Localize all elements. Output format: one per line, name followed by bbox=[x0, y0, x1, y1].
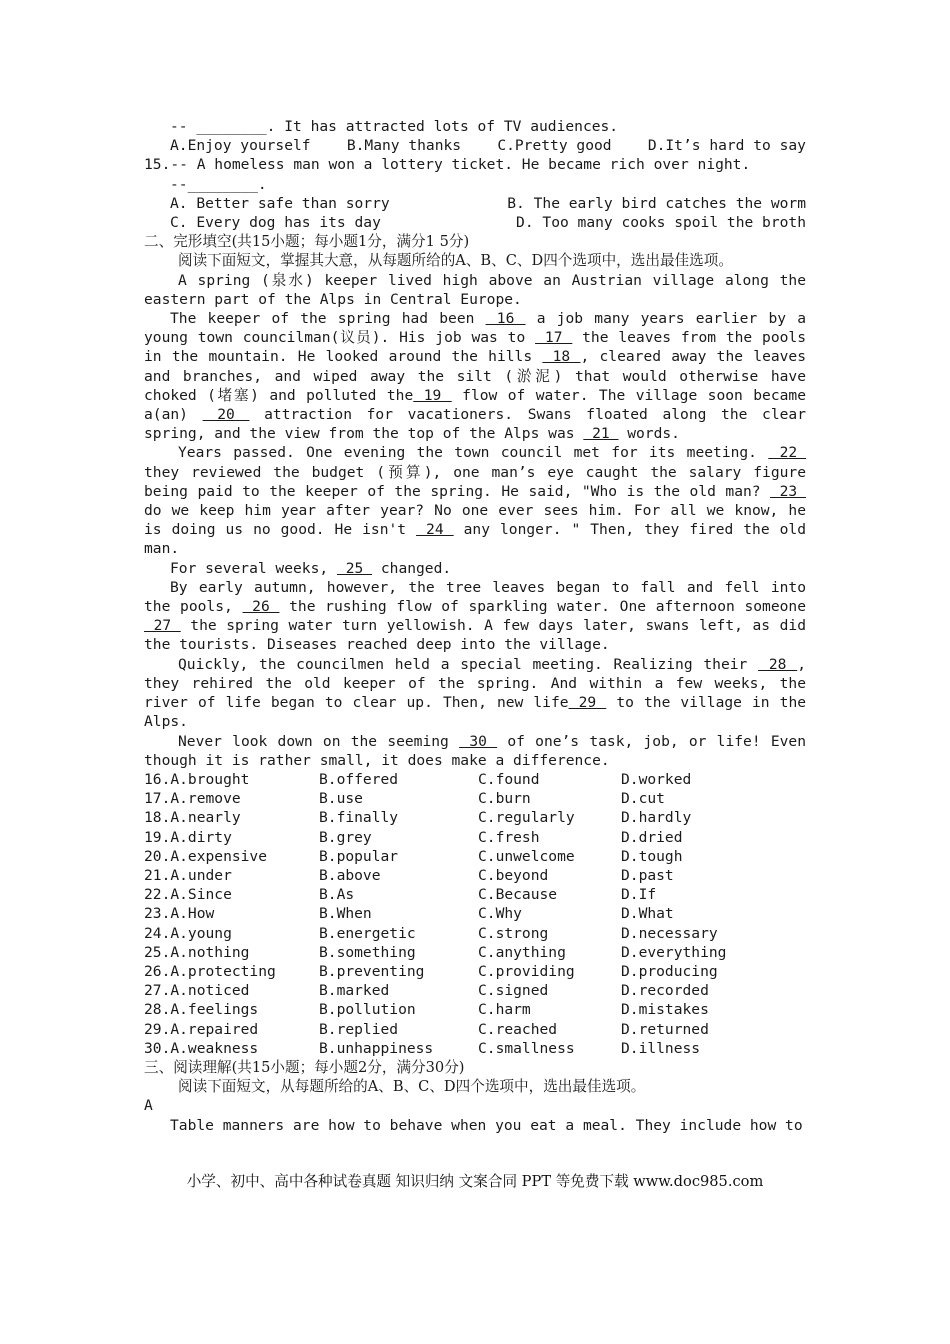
option-22-c: C.Because bbox=[478, 886, 558, 904]
option-17-b: B.use bbox=[319, 790, 363, 808]
blank-26: 26 bbox=[242, 598, 280, 616]
option-17-c: C.burn bbox=[478, 790, 531, 808]
option-21-d: D.past bbox=[621, 866, 674, 884]
q15-option-c: C. Every dog has its day bbox=[170, 214, 381, 232]
blank-17: 17 bbox=[535, 329, 573, 347]
option-25-a: 25.A.nothing bbox=[144, 943, 250, 961]
cloze-paragraph-3: Years passed. One evening the town council met for its meeting. 22 they reviewed the budget (预算), one man’s eye caught the salary figure being paid to the keeper of the spring. He said, "Who is the old man? 23 do we keep him year after year? No one ever sees him. For all we know, he is doing us no good. He isn't 24 any longer. " Then, they fired the old man. bbox=[144, 444, 806, 558]
option-row-19 bbox=[144, 828, 744, 847]
q15-options-row-2 bbox=[144, 213, 806, 232]
option-17-a: 17.A.remove bbox=[144, 790, 241, 808]
footer-ad: 小学、初中、高中各种试卷真题 知识归纳 文案合同 PPT 等免费下载 www.doc985.com bbox=[186, 1173, 764, 1190]
q14-option-a: A.Enjoy yourself bbox=[170, 137, 311, 155]
cloze-paragraph-4: For several weeks, 25 changed. bbox=[170, 559, 452, 577]
blank-18: 18 bbox=[542, 348, 581, 366]
blank-27: 27 bbox=[144, 617, 181, 635]
cloze-paragraph-6: Quickly, the councilmen held a special meeting. Realizing their 28 , they rehired the old keeper of the spring. And within a few weeks, the river of life began to clear up. Then, new life 29 to the village in the Alps. bbox=[144, 655, 807, 731]
option-22-d: D.If bbox=[621, 886, 657, 904]
option-20-c: C.unwelcome bbox=[478, 847, 575, 865]
section3-instruction: 阅读下面短文，从每题所给的A、B、C、D四个选项中，选出最佳选项。 bbox=[178, 1078, 646, 1096]
option-30-d: D.illness bbox=[621, 1039, 701, 1057]
option-27-c: C.signed bbox=[478, 982, 549, 1000]
option-28-d: D.mistakes bbox=[621, 1001, 709, 1019]
q14-option-d: D.It’s hard to say bbox=[647, 137, 806, 155]
option-29-c: C.reached bbox=[478, 1020, 558, 1038]
q14-options-row bbox=[144, 136, 806, 155]
option-26-d: D.producing bbox=[621, 962, 718, 980]
option-row-26 bbox=[144, 962, 744, 981]
option-28-a: 28.A.feelings bbox=[144, 1001, 259, 1019]
option-23-a: 23.A.How bbox=[144, 905, 215, 923]
option-22-a: 22.A.Since bbox=[144, 886, 232, 904]
option-16-a: 16.A.brought bbox=[144, 770, 250, 788]
blank-23: 23 bbox=[770, 482, 806, 500]
option-29-a: 29.A.repaired bbox=[144, 1020, 259, 1038]
option-30-b: B.unhappiness bbox=[319, 1039, 434, 1057]
option-28-b: B.pollution bbox=[319, 1001, 416, 1019]
blank-28: 28 bbox=[758, 655, 798, 673]
option-28-c: C.harm bbox=[478, 1001, 531, 1019]
option-25-d: D.everything bbox=[621, 943, 727, 961]
q14-option-b: B.Many thanks bbox=[346, 137, 462, 155]
option-row-29 bbox=[144, 1020, 744, 1039]
option-24-b: B.energetic bbox=[319, 924, 416, 942]
option-18-a: 18.A.nearly bbox=[144, 809, 241, 827]
option-25-b: B.something bbox=[319, 943, 416, 961]
q15-option-d: D. Too many cooks spoil the broth bbox=[516, 214, 806, 232]
passage-label: A bbox=[144, 1097, 153, 1115]
q14-option-c: C.Pretty good bbox=[497, 137, 612, 155]
option-16-c: C.found bbox=[478, 770, 540, 788]
option-30-a: 30.A.weakness bbox=[144, 1039, 259, 1057]
exam-page bbox=[144, 117, 806, 1135]
option-row-22 bbox=[144, 885, 744, 904]
option-19-b: B.grey bbox=[319, 828, 372, 846]
option-20-d: D.tough bbox=[621, 847, 683, 865]
option-19-c: C.fresh bbox=[478, 828, 540, 846]
q14-stem: -- ________. It has attracted lots of TV audiences. bbox=[170, 118, 619, 135]
blank-21: 21 bbox=[583, 425, 619, 443]
option-30-c: C.smallness bbox=[478, 1039, 575, 1057]
q15-stem: 15.-- A homeless man won a lottery ticket. He became rich over night. bbox=[144, 156, 751, 174]
option-row-30 bbox=[144, 1039, 744, 1058]
option-27-d: D.recorded bbox=[621, 982, 709, 1000]
option-22-b: B.As bbox=[319, 886, 355, 904]
reading-passage-first-line: Table manners are how to behave when you eat a meal. They include how to bbox=[170, 1116, 803, 1134]
option-18-b: B.finally bbox=[319, 809, 399, 827]
option-17-d: D.cut bbox=[621, 790, 665, 808]
option-row-16 bbox=[144, 770, 744, 789]
option-18-c: C.regularly bbox=[478, 809, 575, 827]
option-row-21 bbox=[144, 866, 744, 885]
option-16-d: D.worked bbox=[621, 770, 692, 788]
cloze-options-table bbox=[144, 770, 744, 1058]
section2-heading: 二、完形填空(共15小题；每小题1分，满分1 5分) bbox=[144, 233, 470, 251]
blank-16: 16 bbox=[485, 310, 526, 328]
option-row-20 bbox=[144, 847, 744, 866]
option-27-a: 27.A.noticed bbox=[144, 982, 250, 1000]
option-24-a: 24.A.young bbox=[144, 924, 232, 942]
option-row-27 bbox=[144, 981, 744, 1000]
option-24-d: D.necessary bbox=[621, 924, 718, 942]
option-23-c: C.Why bbox=[478, 905, 522, 923]
blank-25: 25 bbox=[336, 559, 373, 577]
option-row-23 bbox=[144, 904, 744, 923]
option-row-17 bbox=[144, 789, 744, 808]
option-21-b: B.above bbox=[319, 866, 381, 884]
q15-stem-answer-line: --________. bbox=[170, 175, 267, 193]
blank-30: 30 bbox=[459, 732, 498, 750]
section2-instruction: 阅读下面短文，掌握其大意，从每题所给的A、B、C、D四个选项中，选出最佳选项。 bbox=[178, 252, 733, 270]
option-25-c: C.anything bbox=[478, 943, 566, 961]
q15-options-row-1 bbox=[144, 194, 806, 213]
q15-option-a: A. Better safe than sorry bbox=[170, 194, 390, 212]
option-24-c: C.strong bbox=[478, 924, 549, 942]
option-row-25 bbox=[144, 943, 744, 962]
option-26-b: B.preventing bbox=[319, 962, 425, 980]
option-27-b: B.marked bbox=[319, 982, 390, 1000]
option-21-c: C.beyond bbox=[478, 866, 549, 884]
option-16-b: B.offered bbox=[319, 770, 399, 788]
cloze-paragraph-7: Never look down on the seeming 30 of one’s task, job, or life! Even though it is rather small, it does make a difference. bbox=[144, 732, 806, 769]
q15-option-b: B. The early bird catches the worm bbox=[507, 194, 806, 212]
option-19-a: 19.A.dirty bbox=[144, 828, 232, 846]
blank-29: 29 bbox=[568, 694, 607, 712]
option-row-24 bbox=[144, 924, 744, 943]
option-20-b: B.popular bbox=[319, 847, 399, 865]
cloze-paragraph-1: A spring (泉水) keeper lived high above an Austrian village along the eastern part of the Alps in Central Europe. bbox=[144, 271, 806, 308]
option-20-a: 20.A.expensive bbox=[144, 847, 268, 865]
option-18-d: D.hardly bbox=[621, 809, 692, 827]
option-row-28 bbox=[144, 1000, 744, 1019]
cloze-paragraph-2: The keeper of the spring had been 16 a job many years earlier by a young town councilman(议员). His job was to 17 the leaves from the pools in the mountain. He looked around the hills 18 , cleared away the leaves and branches, and wiped away the silt (淤泥) that would otherwise have choked (堵塞) and polluted the 19 flow of water. The village soon became a(an) 20 attraction for vacationers. Swans floated along the clear spring, and the view from the top of the Alps was 21 words. bbox=[144, 310, 807, 443]
blank-20: 20 bbox=[202, 406, 250, 424]
blank-24: 24 bbox=[416, 521, 454, 539]
option-26-c: C.providing bbox=[478, 962, 575, 980]
option-21-a: 21.A.under bbox=[144, 866, 232, 884]
option-29-d: D.returned bbox=[621, 1020, 709, 1038]
blank-22: 22 bbox=[768, 444, 806, 462]
section3-heading: 三、阅读理解(共15小题；每小题2分，满分30分) bbox=[144, 1058, 465, 1076]
cloze-paragraph-5: By early autumn, however, the tree leaves began to fall and fell into the pools, 26 the rushing flow of sparkling water. One afternoon someone 27 the spring water turn yellowish. A few days later, swans left, as did the tourists. Diseases reached deep into the village. bbox=[144, 578, 806, 654]
option-23-d: D.What bbox=[621, 905, 674, 923]
option-23-b: B.When bbox=[319, 905, 372, 923]
option-26-a: 26.A.protecting bbox=[144, 962, 276, 980]
option-19-d: D.dried bbox=[621, 828, 683, 846]
option-29-b: B.replied bbox=[319, 1020, 399, 1038]
blank-19: 19 bbox=[413, 386, 452, 404]
option-row-18 bbox=[144, 808, 744, 827]
